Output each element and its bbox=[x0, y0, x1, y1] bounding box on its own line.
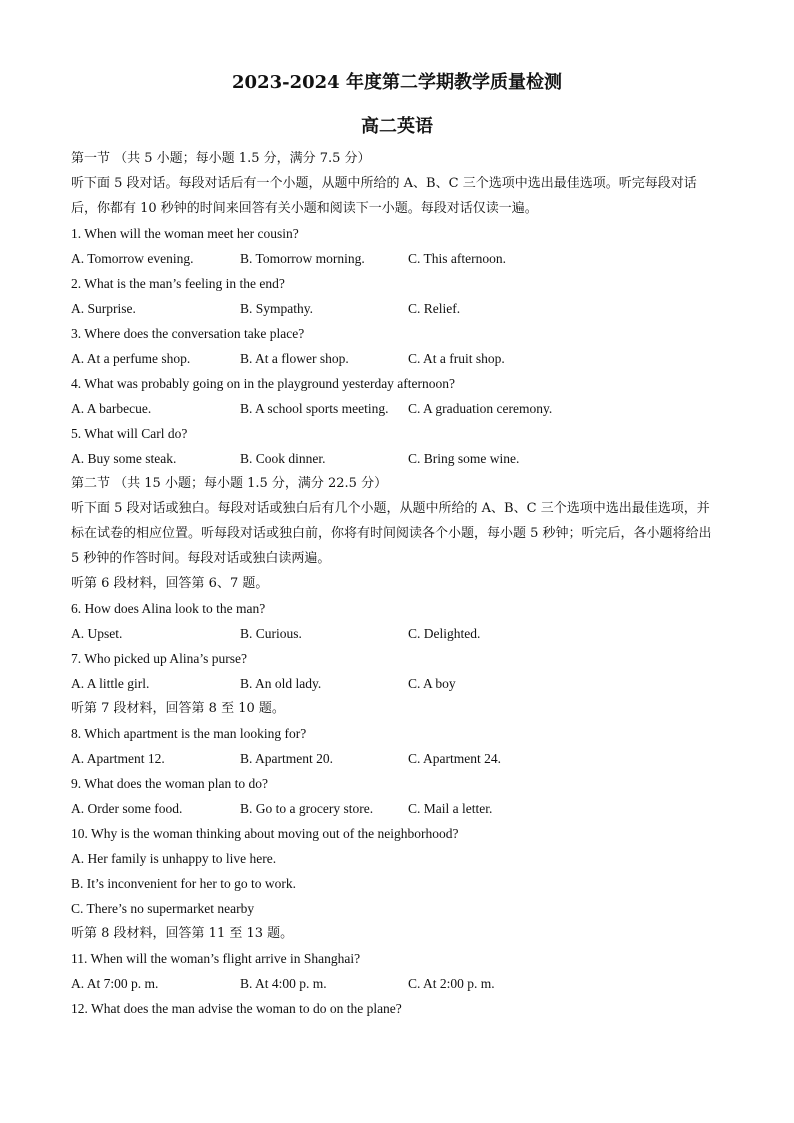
question-9: 9. What does the woman plan to do? bbox=[71, 776, 268, 791]
option-10a: A. Her family is unhappy to live here. bbox=[71, 851, 277, 866]
option-3b: B. At a flower shop. bbox=[240, 351, 349, 366]
question-1: 1. When will the woman meet her cousin? bbox=[71, 226, 299, 241]
option-7c: C. A boy bbox=[408, 676, 456, 691]
option-10c: C. There’s no supermarket nearby bbox=[71, 901, 255, 916]
option-1b: B. Tomorrow morning. bbox=[240, 251, 365, 266]
option-10b: B. It’s inconvenient for her to go to work. bbox=[71, 876, 296, 891]
question-6: 6. How does Alina look to the man? bbox=[71, 601, 266, 616]
options-9 bbox=[71, 796, 721, 821]
option-9a: A. Order some food. bbox=[71, 801, 183, 816]
option-3c: C. At a fruit shop. bbox=[408, 351, 505, 366]
option-8a: A. Apartment 12. bbox=[71, 751, 165, 766]
option-6c: C. Delighted. bbox=[408, 626, 481, 641]
option-5b: B. Cook dinner. bbox=[240, 451, 326, 466]
section2-heading: 第二节 （共 15 小题；每小题 1.5 分，满分 22.5 分） bbox=[71, 476, 388, 491]
options-3 bbox=[71, 346, 721, 371]
options-8 bbox=[71, 746, 721, 771]
question-8: 8. Which apartment is the man looking for? bbox=[71, 726, 307, 741]
question-3: 3. Where does the conversation take place? bbox=[71, 326, 305, 341]
options-5 bbox=[71, 446, 721, 471]
question-10: 10. Why is the woman thinking about moving out of the neighborhood? bbox=[71, 826, 459, 841]
option-1c: C. This afternoon. bbox=[408, 251, 506, 266]
option-11b: B. At 4:00 p. m. bbox=[240, 976, 327, 991]
option-8b: B. Apartment 20. bbox=[240, 751, 333, 766]
options-6 bbox=[71, 621, 721, 646]
question-5: 5. What will Carl do? bbox=[71, 426, 188, 441]
material-8-note: 听第 8 段材料，回答第 11 至 13 题。 bbox=[71, 926, 294, 941]
options-11 bbox=[71, 971, 721, 996]
option-9b: B. Go to a grocery store. bbox=[240, 801, 374, 816]
question-4: 4. What was probably going on in the playground yesterday afternoon? bbox=[71, 376, 456, 391]
section2-instructions: 听下面 5 段对话或独白。每段对话或独白后有几个小题，从题中所给的 A、B、C 三个选项中选出最佳选项，并标在试卷的相应位置。听每段对话或独白前，你将有时间阅读各个小题，每小题 5 秒钟；听完后，各小题将给出 5 秒钟的作答时间。每段对话或独白读两遍。 bbox=[71, 501, 712, 566]
exam-body bbox=[71, 146, 721, 1021]
option-4a: A. A barbecue. bbox=[71, 401, 152, 416]
exam-title: 2023-2024 年度第二学期教学质量检测 bbox=[232, 72, 562, 93]
options-7 bbox=[71, 671, 721, 696]
question-7: 7. Who picked up Alina’s purse? bbox=[71, 651, 247, 666]
section1-instructions: 听下面 5 段对话。每段对话后有一个小题，从题中所给的 A、B、C 三个选项中选出最佳选项。听完每段对话后，你都有 10 秒钟的时间来回答有关小题和阅读下一小题。每段对话仅读一遍。 bbox=[71, 176, 697, 216]
exam-subtitle: 高二英语 bbox=[361, 116, 433, 137]
material-6-note: 听第 6 段材料，回答第 6、7 题。 bbox=[71, 576, 269, 591]
option-2c: C. Relief. bbox=[408, 301, 461, 316]
question-11: 11. When will the woman’s flight arrive in Shanghai? bbox=[71, 951, 361, 966]
option-7a: A. A little girl. bbox=[71, 676, 150, 691]
option-7b: B. An old lady. bbox=[240, 676, 322, 691]
option-6a: A. Upset. bbox=[71, 626, 123, 641]
option-6b: B. Curious. bbox=[240, 626, 302, 641]
option-11c: C. At 2:00 p. m. bbox=[408, 976, 495, 991]
option-4c: C. A graduation ceremony. bbox=[408, 401, 553, 416]
options-1 bbox=[71, 246, 721, 271]
options-4 bbox=[71, 396, 721, 421]
option-8c: C. Apartment 24. bbox=[408, 751, 501, 766]
option-2a: A. Surprise. bbox=[71, 301, 136, 316]
options-2 bbox=[71, 296, 721, 321]
material-7-note: 听第 7 段材料，回答第 8 至 10 题。 bbox=[71, 701, 285, 716]
option-5a: A. Buy some steak. bbox=[71, 451, 177, 466]
option-9c: C. Mail a letter. bbox=[408, 801, 493, 816]
option-2b: B. Sympathy. bbox=[240, 301, 314, 316]
option-3a: A. At a perfume shop. bbox=[71, 351, 191, 366]
option-11a: A. At 7:00 p. m. bbox=[71, 976, 159, 991]
option-1a: A. Tomorrow evening. bbox=[71, 251, 194, 266]
question-12: 12. What does the man advise the woman to do on the plane? bbox=[71, 1001, 402, 1016]
option-4b: B. A school sports meeting. bbox=[240, 401, 389, 416]
section1-heading: 第一节 （共 5 小题；每小题 1.5 分，满分 7.5 分） bbox=[71, 151, 371, 166]
question-2: 2. What is the man’s feeling in the end? bbox=[71, 276, 285, 291]
option-5c: C. Bring some wine. bbox=[408, 451, 520, 466]
